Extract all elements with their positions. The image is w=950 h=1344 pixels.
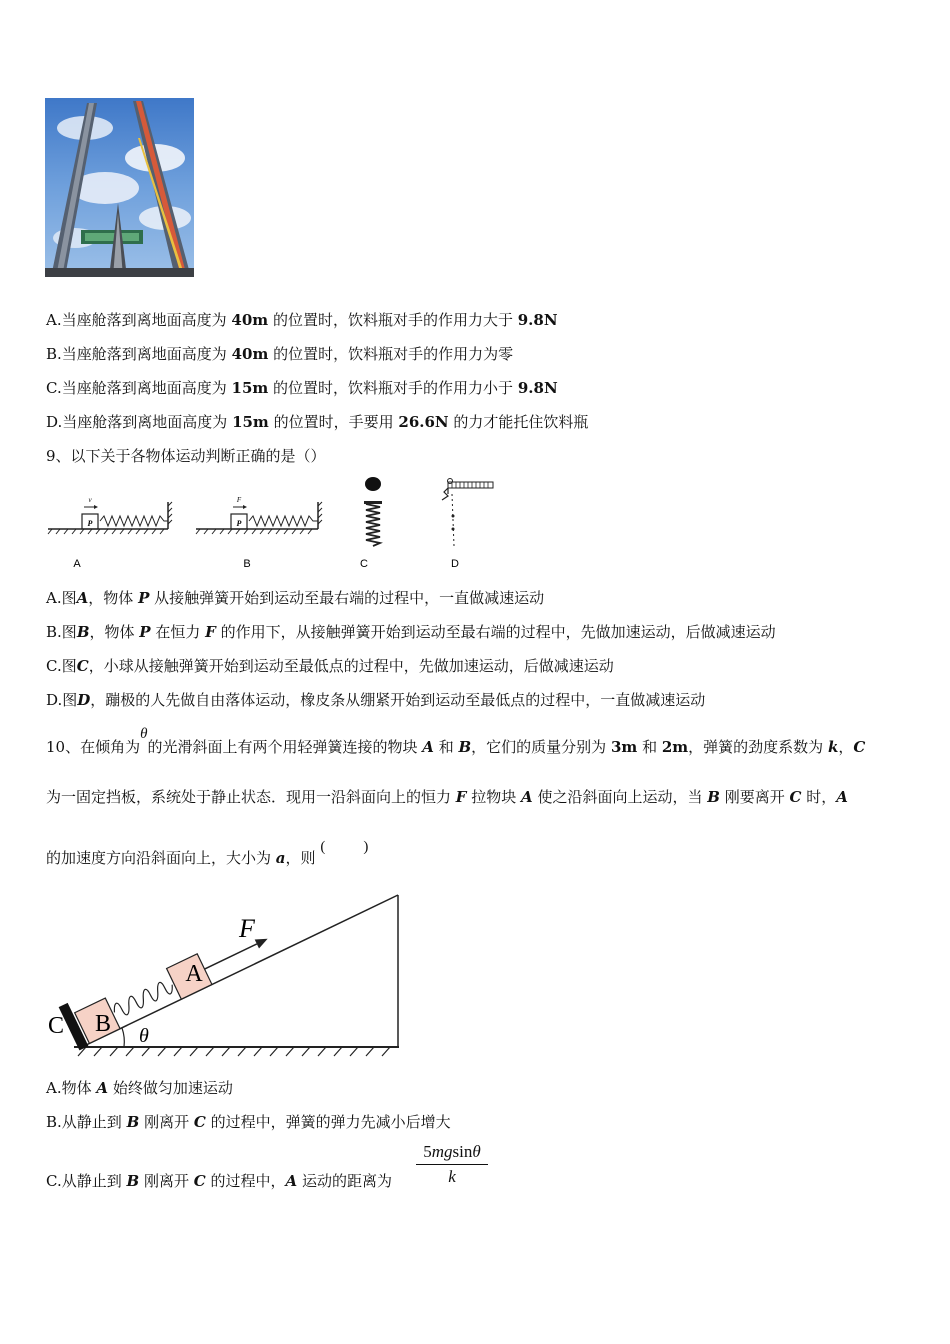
arrow-v-label: v [88,496,92,504]
q9-option-a: A.图A，物体 P 从接触弹簧开始到运动至最右端的过程中，一直做减速运动 [46,589,545,607]
figure-a-label: A [73,558,81,570]
q10-stem-line2: 为一固定挡板，系统处于静止状态．现用一沿斜面向上的恒力 F 拉物块 A 使之沿斜面向上运动，当 B 刚要离开 C 时，A [46,788,848,806]
incline-figure [44,890,404,1060]
figure-c-label: C [360,558,368,570]
q9-option-b: B.图B，物体 P 在恒力 F 的作用下，从接触弹簧开始到运动至最右端的过程中，先做加速运动，后做减速运动 [46,623,776,641]
fraction-denominator: k [448,1167,456,1186]
q10-option-c: C.从静止到 B 刚离开 C 的过程中，A 运动的距离为 [46,1172,392,1190]
q9-option-d: D.图D，蹦极的人先做自由落体运动，橡皮条从绷紧开始到运动至最低点的过程中，一直做减速运动 [46,691,706,709]
block-b-label: B [94,1011,112,1037]
block-p-label: P [236,519,242,528]
angle-theta-label: θ [139,1025,149,1047]
force-f-label: F [239,914,255,943]
figure-a [48,496,172,570]
figure-c [360,477,382,570]
figure-b-label: B [243,558,251,570]
barrier-c-label: C [47,1013,65,1039]
q10-stem-line3: 的加速度方向沿斜面向上，大小为 a，则 ( ) [46,839,369,867]
figure-d-label: D [451,558,459,570]
drop-tower-photo [45,98,194,277]
q10-stem-line1: 10、在倾角为θ的光滑斜面上有两个用轻弹簧连接的物块 A 和 B，它们的质量分别为 3m 和 2m，弹簧的劲度系数为 k，C [46,726,866,756]
arrow-f-label: F [236,496,242,504]
q8-option-a: A.当座舱落到离地面高度为 40m 的位置时，饮料瓶对手的作用力大于 9.8N [46,311,558,329]
q8-option-d: D.当座舱落到离地面高度为 15m 的位置时，手要用 26.6N 的力才能托住饮料瓶 [46,413,589,431]
figure-b [196,496,322,570]
q10-option-b: B.从静止到 B 刚离开 C 的过程中，弹簧的弹力先减小后增大 [46,1113,451,1131]
fraction-numerator: 5mgsinθ [416,1142,488,1165]
q10-option-a: A.物体 A 始终做匀加速运动 [46,1079,233,1097]
q9-figures [44,474,504,574]
distance-fraction [416,1142,488,1187]
q8-option-c: C.当座舱落到离地面高度为 15m 的位置时，饮料瓶对手的作用力小于 9.8N [46,379,558,397]
q8-option-b: B.当座舱落到离地面高度为 40m 的位置时，饮料瓶对手的作用力为零 [46,345,514,363]
q9-stem: 9、以下关于各物体运动判断正确的是（） [46,447,326,465]
figure-d [442,479,493,571]
block-p-label: P [87,519,93,528]
block-a-label: A [185,961,203,987]
q9-option-c: C.图C，小球从接触弹簧开始到运动至最低点的过程中，先做加速运动，后做减速运动 [46,657,614,675]
